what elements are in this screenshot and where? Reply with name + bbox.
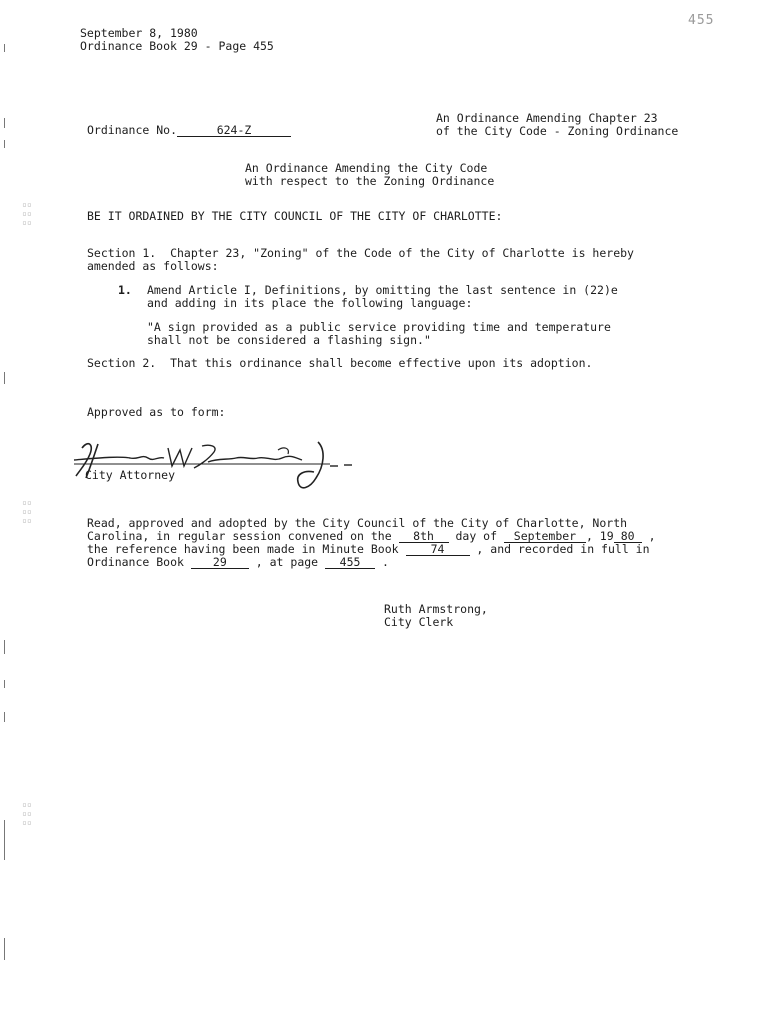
enacting-clause: BE IT ORDAINED BY THE CITY COUNCIL OF THE CITY OF CHARLOTTE:	[87, 209, 503, 223]
book-page-reference: Ordinance Book 29 - Page 455	[80, 39, 274, 53]
adoption-line-4: Ordinance Book 29 , at page 455 .	[87, 555, 389, 569]
ordinance-title-line-2: with respect to the Zoning Ordinance	[245, 174, 495, 188]
quoted-language-line-2: shall not be considered a flashing sign."	[147, 333, 431, 347]
amending-title-line-1: An Ordinance Amending Chapter 23	[436, 111, 658, 125]
scan-margin-mark: ▫▫ ▫▫ ▫▫	[22, 200, 32, 227]
scan-speck	[4, 938, 5, 960]
section-2: Section 2. That this ordinance shall become effective upon its adoption.	[87, 356, 593, 370]
item-line-2: and adding in its place the following language:	[147, 296, 473, 310]
scan-speck	[4, 372, 5, 384]
ordinance-title-line-1: An Ordinance Amending the City Code	[245, 161, 488, 175]
attorney-signature	[68, 436, 368, 496]
adoption-line-2: Carolina, in regular session convened on the 8th day of September , 19 80 ,	[87, 529, 656, 543]
ordinance-number-label: Ordinance No.	[87, 123, 178, 137]
clerk-name: Ruth Armstrong,	[384, 602, 488, 616]
scan-speck	[4, 118, 5, 128]
document-date: September 8, 1980	[80, 26, 198, 40]
scan-margin-mark: ▫▫ ▫▫ ▫▫	[22, 800, 32, 827]
ordinance-number-value: 624-Z	[177, 124, 291, 137]
approved-as-to-form-label: Approved as to form:	[87, 405, 226, 419]
adoption-line-3: the reference having been made in Minute Book 74 , and recorded in full in	[87, 542, 650, 556]
section-1-line-2: amended as follows:	[87, 259, 219, 273]
scan-speck	[4, 640, 5, 654]
city-attorney-title: City Attorney	[85, 468, 176, 482]
minute-book-number: 74	[406, 543, 470, 556]
scan-speck	[4, 820, 5, 860]
ordinance-number-line	[87, 124, 291, 137]
ordinance-book-number: 29	[191, 556, 249, 569]
adoption-month: September	[504, 530, 586, 543]
amending-title-line-2: of the City Code - Zoning Ordinance	[436, 124, 679, 138]
scan-margin-mark: ▫▫ ▫▫ ▫▫	[22, 498, 32, 525]
scan-speck	[4, 140, 5, 148]
corner-page-stamp: 455	[688, 13, 715, 28]
scan-speck	[4, 44, 5, 52]
scan-speck	[4, 680, 5, 688]
item-number: 1.	[118, 283, 132, 297]
quoted-language-line-1: "A sign provided as a public service providing time and temperature	[147, 320, 611, 334]
clerk-title: City Clerk	[384, 615, 454, 629]
section-1-line-1: Section 1. Chapter 23, "Zoning" of the Code of the City of Charlotte is hereby	[87, 246, 634, 260]
adoption-line-1: Read, approved and adopted by the City Council of the City of Charlotte, North	[87, 516, 628, 530]
adoption-day: 8th	[399, 530, 449, 543]
scan-speck	[4, 712, 5, 722]
page-number: 455	[325, 556, 375, 569]
item-line-1: Amend Article I, Definitions, by omitting the last sentence in (22)e	[147, 283, 618, 297]
adoption-year: 80	[614, 530, 642, 543]
